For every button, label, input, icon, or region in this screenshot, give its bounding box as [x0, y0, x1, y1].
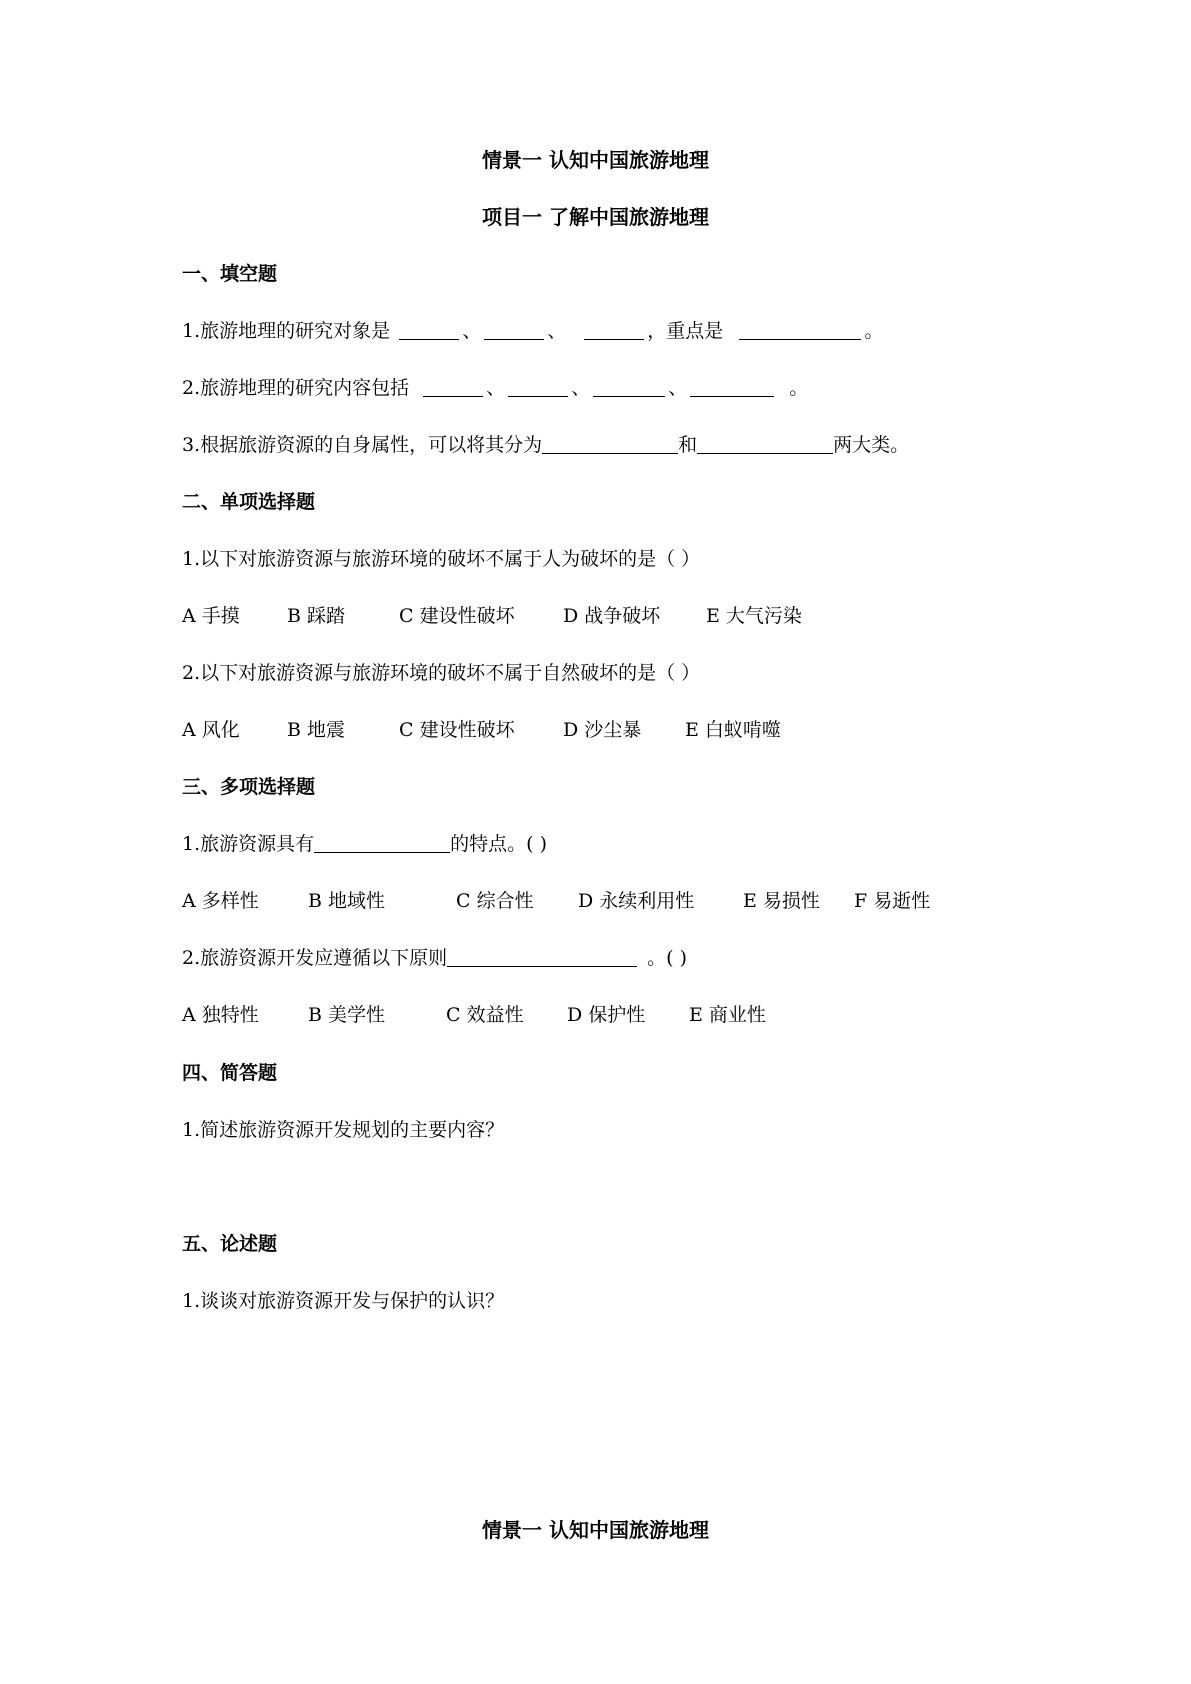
answer-blank[interactable]: [314, 834, 450, 853]
multi-options-1: [182, 889, 1071, 913]
section-heading-multi: 三、多项选择题: [182, 776, 316, 798]
option-d[interactable]: D 永续利用性: [578, 890, 695, 912]
option-d[interactable]: D 保护性: [567, 1004, 646, 1026]
option-a[interactable]: A 独特性: [182, 1004, 259, 1026]
single-question-1: 1.以下对旅游资源与旅游环境的破坏不属于人为破坏的是（ ）: [182, 548, 701, 570]
essay-question-1: 1.谈谈对旅游资源开发与保护的认识？: [182, 1290, 505, 1312]
option-b[interactable]: B 踩踏: [287, 605, 346, 627]
answer-blank[interactable]: [739, 321, 861, 340]
multi-options-2: [182, 1003, 1071, 1027]
fill-question-1: 1.旅游地理的研究对象是 、 、 ，重点是 。: [182, 320, 884, 342]
answer-blank[interactable]: [508, 378, 568, 397]
option-c[interactable]: C 综合性: [456, 890, 534, 912]
option-a[interactable]: A 多样性: [182, 890, 259, 912]
fill-question-3: 3.根据旅游资源的自身属性，可以将其分为 和 两大类。: [182, 434, 910, 456]
option-d[interactable]: D 沙尘暴: [563, 719, 642, 741]
option-e[interactable]: E 易损性: [743, 890, 820, 912]
short-question-1: 1.简述旅游资源开发规划的主要内容？: [182, 1119, 505, 1141]
answer-blank[interactable]: [484, 321, 544, 340]
section-heading-fill: 一、填空题: [182, 263, 278, 285]
multi-question-1: 1.旅游资源具有 的特点。( ): [182, 833, 548, 855]
section-heading-single: 二、单项选择题: [182, 491, 316, 513]
option-c[interactable]: C 建设性破坏: [399, 719, 515, 741]
scene-title: 情景一 认知中国旅游地理: [482, 148, 709, 172]
option-a[interactable]: A 风化: [182, 719, 240, 741]
option-c[interactable]: C 建设性破坏: [399, 605, 515, 627]
answer-blank[interactable]: [542, 435, 678, 454]
project-title: 项目一 了解中国旅游地理: [482, 205, 709, 229]
answer-blank[interactable]: [447, 948, 637, 967]
fill-question-2: 2.旅游地理的研究内容包括 、 、 、 。: [182, 377, 809, 399]
answer-blank[interactable]: [584, 321, 644, 340]
section-heading-short: 四、简答题: [182, 1062, 278, 1084]
answer-blank[interactable]: [423, 378, 483, 397]
single-options-1: [182, 604, 1071, 628]
option-e[interactable]: E 大气污染: [706, 605, 802, 627]
option-b[interactable]: B 美学性: [308, 1004, 386, 1026]
multi-question-2: 2.旅游资源开发应遵循以下原则 。( ): [182, 947, 688, 969]
section-heading-essay: 五、论述题: [182, 1233, 278, 1255]
option-c[interactable]: C 效益性: [446, 1004, 524, 1026]
single-options-2: [182, 718, 1071, 742]
answer-blank[interactable]: [690, 378, 774, 397]
answer-blank[interactable]: [399, 321, 459, 340]
option-b[interactable]: B 地域性: [308, 890, 386, 912]
option-b[interactable]: B 地震: [287, 719, 346, 741]
option-f[interactable]: F 易逝性: [854, 890, 931, 912]
answer-blank[interactable]: [593, 378, 665, 397]
scene-title-next-page: 情景一 认知中国旅游地理: [482, 1518, 709, 1542]
answer-blank[interactable]: [697, 435, 833, 454]
option-e[interactable]: E 商业性: [689, 1004, 766, 1026]
single-question-2: 2.以下对旅游资源与旅游环境的破坏不属于自然破坏的是（ ）: [182, 662, 701, 684]
option-d[interactable]: D 战争破坏: [563, 605, 661, 627]
option-e[interactable]: E 白蚁啃噬: [685, 719, 781, 741]
option-a[interactable]: A 手摸: [182, 605, 240, 627]
